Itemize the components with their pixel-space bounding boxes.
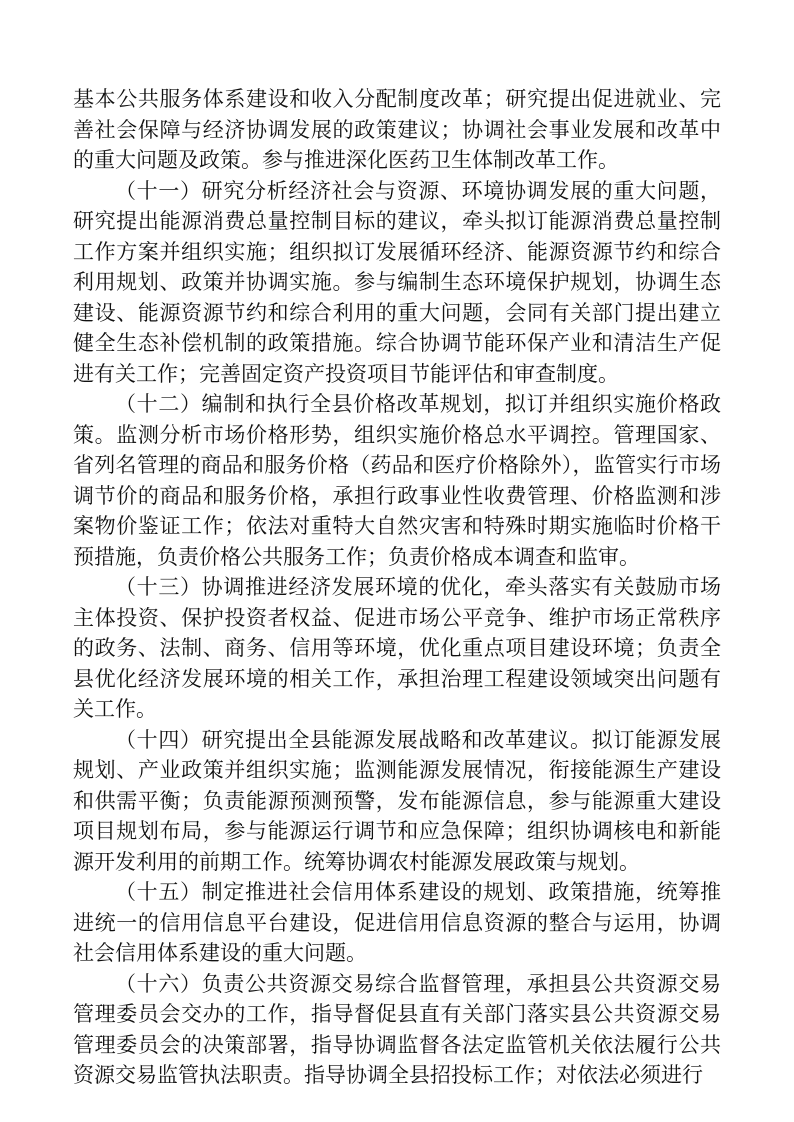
paragraph-item-13: （十三）协调推进经济发展环境的优化，牵头落实有关鼓励市场主体投资、保护投资者权益、促进市场公平竞争、维护市场正常秩序的政务、法制、商务、信用等环境，优化重点项目建设环境；负责全县优化经济发展环境的相关工作，承担治理工程建设领域突出问题有关工作。 xyxy=(73,575,721,721)
document-body xyxy=(73,84,721,1091)
paragraph-continuation: 基本公共服务体系建设和收入分配制度改革；研究提出促进就业、完善社会保障与经济协调发展的政策建议；协调社会事业发展和改革中的重大问题及政策。参与推进深化医药卫生体制改革工作。 xyxy=(73,87,721,172)
paragraph-item-15: （十五）制定推进社会信用体系建设的规划、政策措施，统筹推进统一的信用信息平台建设，促进信用信息资源的整合与运用，协调社会信用体系建设的重大问题。 xyxy=(73,880,721,965)
paragraph-item-12: （十二）编制和执行全县价格改革规划，拟订并组织实施价格政策。监测分析市场价格形势，组织实施价格总水平调控。管理国家、省列名管理的商品和服务价格（药品和医疗价格除外），监管实行市场调节价的商品和服务价格，承担行政事业性收费管理、价格监测和涉案物价鉴证工作；依法对重特大自然灾害和特殊时期实施临时价格干预措施，负责价格公共服务工作；负责价格成本调查和监审。 xyxy=(73,392,721,569)
paragraph-item-11: （十一）研究分析经济社会与资源、环境协调发展的重大问题，研究提出能源消费总量控制目标的建议，牵头拟订能源消费总量控制工作方案并组织实施；组织拟订发展循环经济、能源资源节约和综合利用规划、政策并协调实施。参与编制生态环境保护规划，协调生态建设、能源资源节约和综合利用的重大问题，会同有关部门提出建立健全生态补偿机制的政策措施。综合协调节能环保产业和清洁生产促进有关工作；完善固定资产投资项目节能评估和审查制度。 xyxy=(73,178,721,386)
paragraph-item-16: （十六）负责公共资源交易综合监督管理，承担县公共资源交易管理委员会交办的工作，指导督促县直有关部门落实县公共资源交易管理委员会的决策部署，指导协调监督各法定监管机关依法履行公共资源交易监管执法职责。指导协调全县招投标工作；对依法必须进行 xyxy=(73,971,721,1087)
paragraph-item-14: （十四）研究提出全县能源发展战略和改革建议。拟订能源发展规划、产业政策并组织实施；监测能源发展情况，衔接能源生产建设和供需平衡；负责能源预测预警，发布能源信息，参与能源重大建设项目规划布局，参与能源运行调节和应急保障；组织协调核电和新能源开发利用的前期工作。统筹协调农村能源发展政策与规划。 xyxy=(73,727,721,874)
